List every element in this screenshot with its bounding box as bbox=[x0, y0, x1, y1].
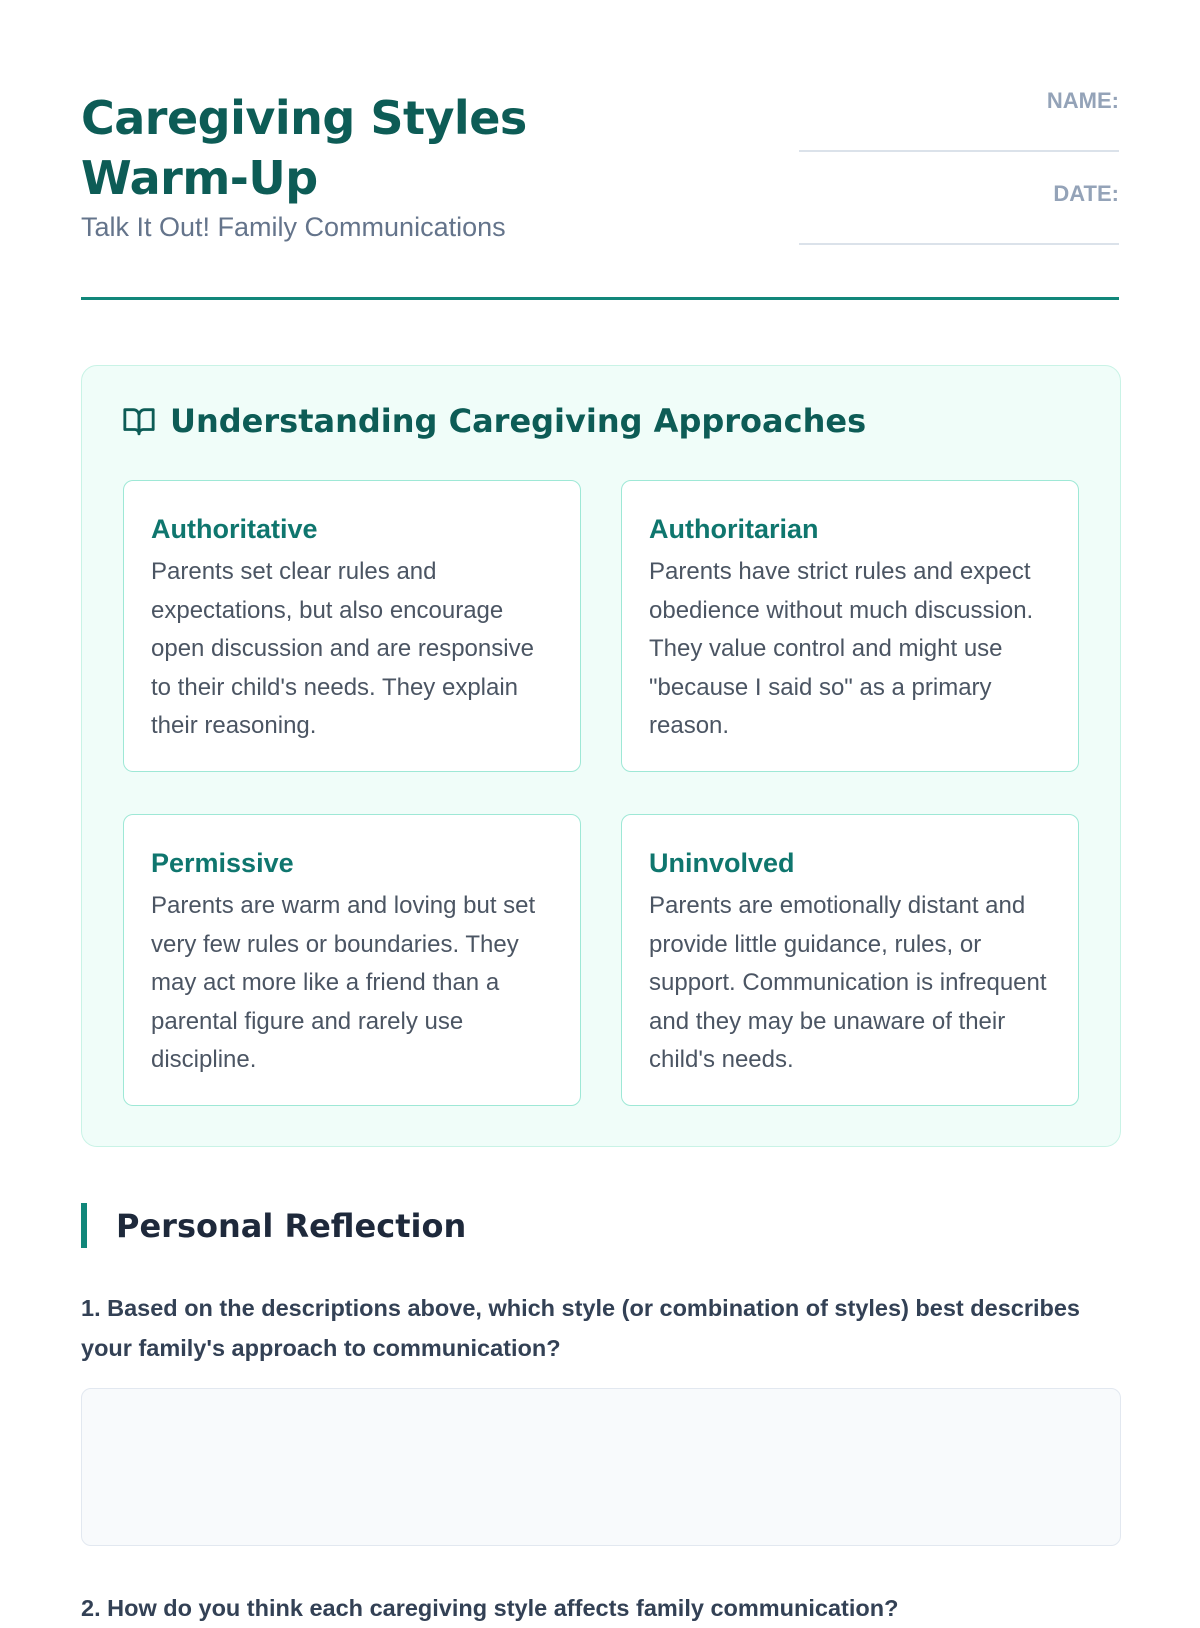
question-2-partial: 2. How do you think each caregiving style affects family communication? bbox=[81, 1595, 899, 1621]
style-card-description: Parents are warm and loving but set very few rules or boundaries. They may act more like a friend than a parental figure and rarely use discipline. bbox=[151, 892, 536, 1073]
reflection-section-heading bbox=[81, 1203, 466, 1248]
section-title: Personal Reflection bbox=[116, 1206, 467, 1245]
style-card-title: Permissive bbox=[151, 848, 294, 878]
worksheet-header bbox=[81, 0, 1119, 300]
style-card-permissive bbox=[123, 814, 581, 1106]
open-book-icon bbox=[122, 404, 156, 438]
question-1: 1. Based on the descriptions above, which style (or combination of styles) best describes your family's approach to communication? bbox=[81, 1295, 1081, 1361]
date-label: DATE: bbox=[1053, 181, 1119, 206]
panel-title: Understanding Caregiving Approaches bbox=[170, 402, 867, 440]
style-card-title: Authoritarian bbox=[649, 514, 819, 544]
page-subtitle: Talk It Out! Family Communications bbox=[81, 212, 506, 242]
answer-1-box[interactable] bbox=[81, 1388, 1121, 1546]
name-label: NAME: bbox=[1046, 88, 1119, 113]
caregiving-approaches-panel bbox=[81, 365, 1121, 1147]
panel-heading bbox=[122, 402, 866, 440]
style-card-description: Parents set clear rules and expectations, but also encourage open discussion and are responsive to their child's needs. They explain their reasoning. bbox=[151, 558, 534, 739]
style-card-authoritarian bbox=[621, 480, 1079, 772]
page-title: Caregiving Styles Warm-Up bbox=[81, 91, 527, 205]
date-field[interactable] bbox=[799, 181, 1119, 245]
style-card-description: Parents are emotionally distant and provide little guidance, rules, or support. Communication is infrequent and they may be unaware of their child's needs. bbox=[649, 892, 1047, 1073]
style-card-authoritative bbox=[123, 480, 581, 772]
style-card-title: Uninvolved bbox=[649, 848, 795, 878]
name-field[interactable] bbox=[799, 88, 1119, 152]
style-card-title: Authoritative bbox=[151, 514, 318, 544]
style-card-description: Parents have strict rules and expect obedience without much discussion. They value control and might use "because I said so" as a primary reason. bbox=[649, 558, 1034, 739]
style-card-uninvolved bbox=[621, 814, 1079, 1106]
